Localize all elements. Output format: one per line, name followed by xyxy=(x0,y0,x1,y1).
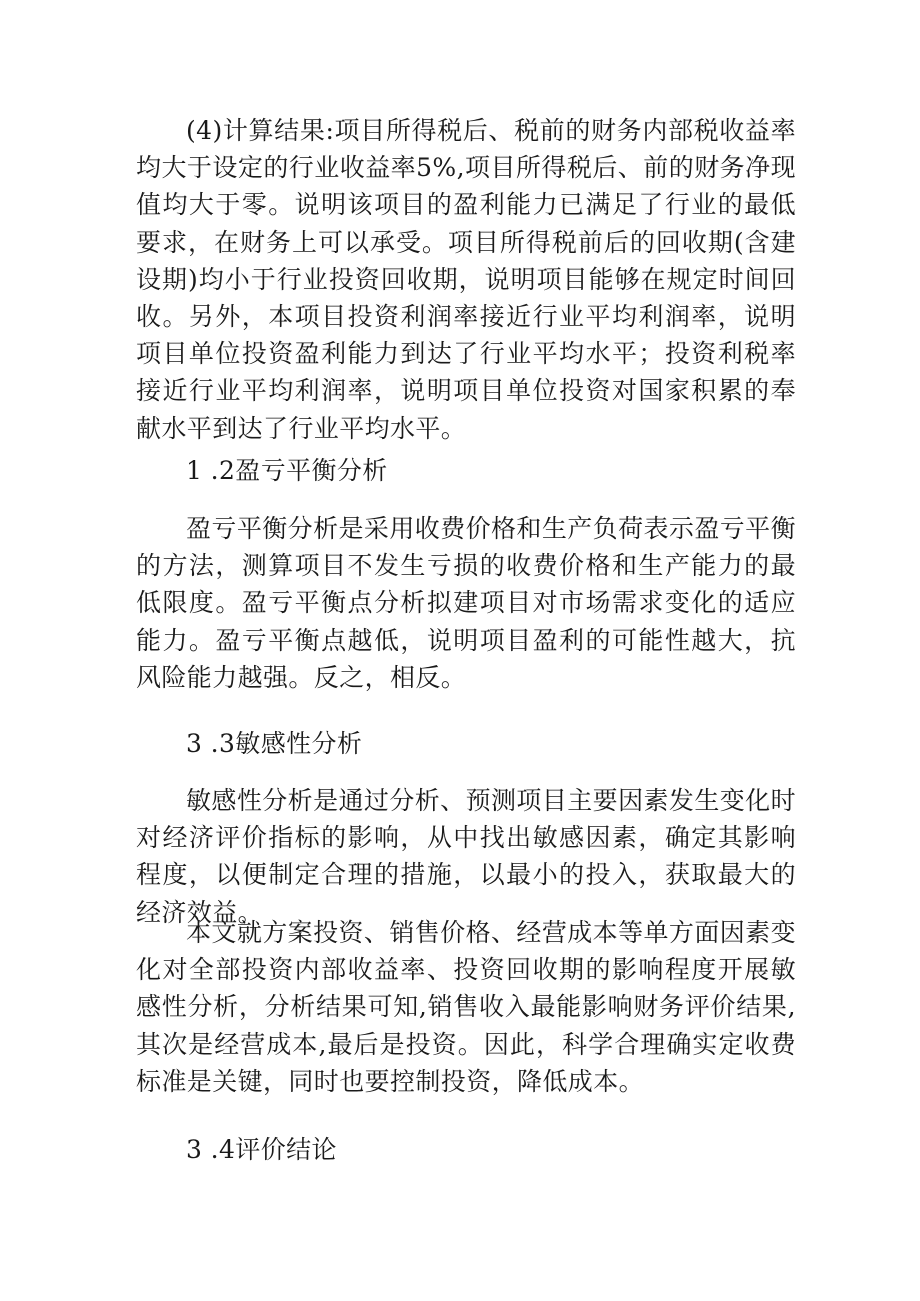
paragraph-sensitivity-result: 本文就方案投资、销售价格、经营成本等单方面因素变化对全部投资内部收益率、投资回收期的影响程度开展敏感性分析，分析结果可知,销售收入最能影响财务评价结果,其次是经营成本,最后是投资。因此，科学合理确实定收费标准是关键，同时也要控制投资，降低成本。 xyxy=(136,918,796,1096)
section-heading-sensitivity-analysis: 3 .3敏感性分析 xyxy=(186,729,363,758)
paragraph-calculation-result: (4)计算结果:项目所得税后、税前的财务内部税收益率均大于设定的行业收益率5%,项目所得税后、前的财务净现值均大于零。说明该项目的盈利能力已满足了行业的最低要求，在财务上可以承受。项目所得税前后的回收期(含建设期)均小于行业投资回收期，说明项目能够在规定时间回收。另外，本项目投资利润率接近行业平均利润率，说明项目单位投资盈利能力到达了行业平均水平；投资利税率接近行业平均利润率，说明项目单位投资对国家积累的奉献水平到达了行业平均水平。 xyxy=(136,116,796,443)
section-heading-breakeven-analysis: 1 .2盈亏平衡分析 xyxy=(186,456,388,485)
paragraph-sensitivity-intro: 敏感性分析是通过分析、预测项目主要因素发生变化时对经济评价指标的影响，从中找出敏感因素，确定其影响程度，以便制定合理的措施，以最小的投入，获取最大的经济效益。 xyxy=(136,786,796,927)
section-heading-evaluation-conclusion: 3 .4评价结论 xyxy=(186,1135,337,1164)
paragraph-breakeven-analysis: 盈亏平衡分析是采用收费价格和生产负荷表示盈亏平衡的方法，测算项目不发生亏损的收费价格和生产能力的最低限度。盈亏平衡点分析拟建项目对市场需求变化的适应能力。盈亏平衡点越低，说明项目盈利的可能性越大，抗风险能力越强。反之，相反。 xyxy=(136,514,796,692)
